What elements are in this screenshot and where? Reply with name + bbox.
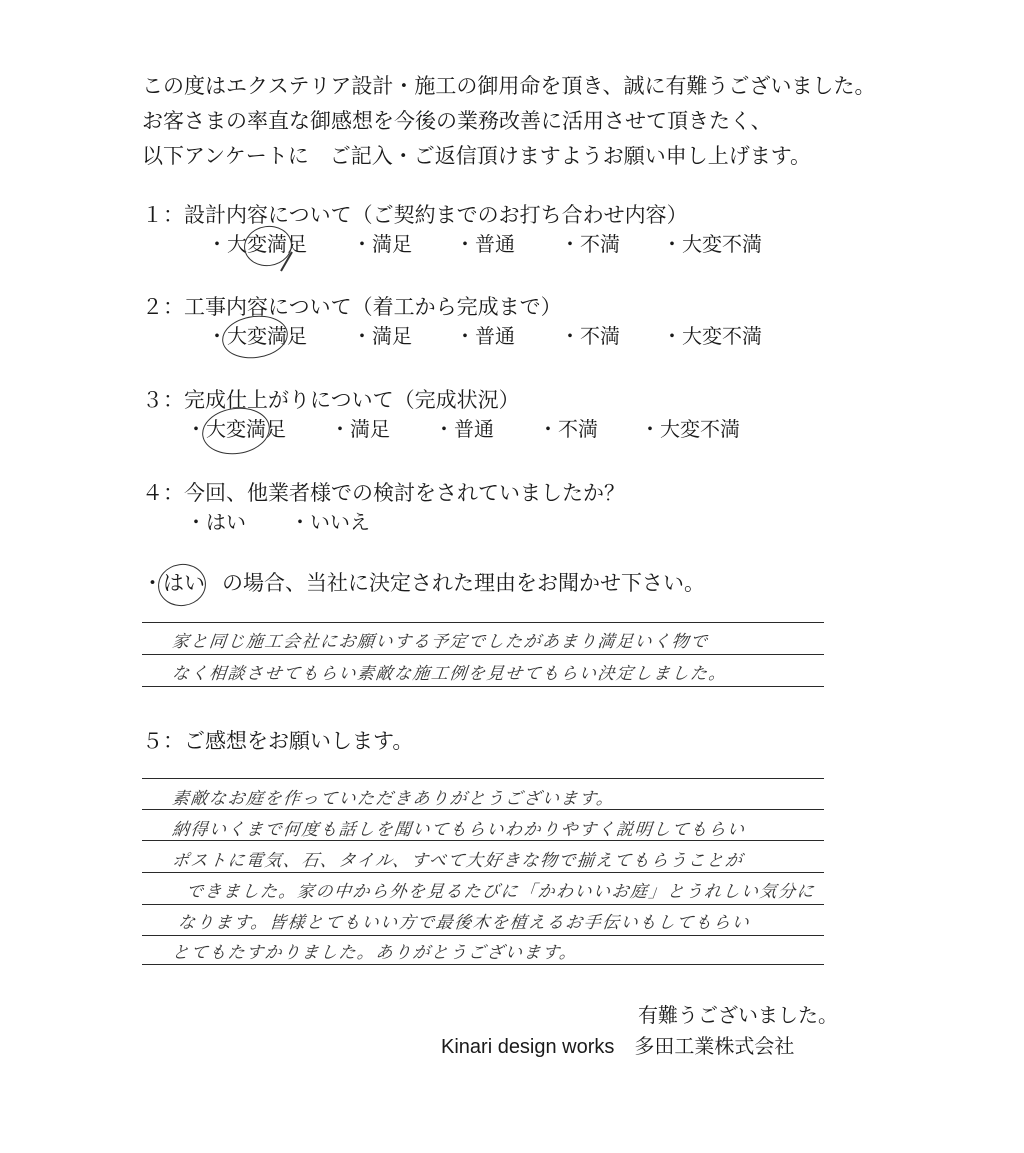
q1-option-dissatisfied[interactable]: ・不満 [560, 232, 620, 256]
q2-option-average[interactable]: ・普通 [455, 324, 515, 348]
q2-option-dissatisfied[interactable]: ・不満 [560, 324, 620, 348]
q5-answer-line-5: なります。皆様とてもいい方で最後木を植えるお手伝いもしてもらい [176, 913, 752, 933]
q5-answer-line-6: とてもたすかりました。ありがとうございます。 [170, 943, 579, 963]
question-5-title: ５：ご感想をお願いします。 [142, 729, 414, 753]
q4-option-yes[interactable]: ・はい [186, 510, 246, 534]
closing-thanks: 有難うございました。 [638, 1003, 838, 1027]
followup-yes-label: はい [163, 571, 205, 595]
followup-answer-line-1: 家と同じ施工会社にお願いする予定でしたがあまり満足いく物で [170, 632, 710, 652]
q1-option-very-dissatisfied[interactable]: ・大変不満 [662, 232, 762, 256]
q2-option-very-dissatisfied[interactable]: ・大変不満 [662, 324, 762, 348]
q4-option-no[interactable]: ・いいえ [290, 510, 370, 534]
q3-option-very-dissatisfied[interactable]: ・大変不満 [640, 417, 740, 441]
q1-option-very-satisfied[interactable]: ・大変満足 [207, 232, 307, 256]
q1-option-average[interactable]: ・普通 [455, 232, 515, 256]
q5-answer-line-2: 納得いくまで何度も話しを聞いてもらいわかりやすく説明してもらい [170, 820, 747, 840]
answer-rule-2 [142, 654, 824, 655]
q5-rule-6 [142, 935, 824, 936]
q5-answer-line-4: できました。家の中から外を見るたびに「かわいいお庭」とうれしい気分に [184, 882, 817, 902]
question-3-title: ３：完成仕上がりについて（完成状況） [142, 388, 520, 412]
q2-option-very-satisfied[interactable]: ・大変満足 [207, 324, 307, 348]
q3-option-very-satisfied[interactable]: ・大変満足 [186, 417, 286, 441]
answer-rule-1 [142, 622, 824, 623]
answer-rule-3 [142, 686, 824, 687]
question-1-title: １：設計内容について（ご契約までのお打ち合わせ内容） [142, 203, 688, 227]
followup-bullet: ・ [142, 571, 163, 595]
q5-answer-line-3: ポストに電気、石、タイル、すべて大好きな物で揃えてもらうことが [170, 851, 745, 871]
q1-option-satisfied[interactable]: ・満足 [352, 232, 412, 256]
q5-answer-line-1: 素敵なお庭を作っていただきありがとうございます。 [170, 789, 616, 809]
intro-line-2: お客さまの率直な御感想を今後の業務改善に活用させて頂きたく、 [142, 109, 772, 133]
q3-option-dissatisfied[interactable]: ・不満 [538, 417, 598, 441]
q2-option-satisfied[interactable]: ・満足 [352, 324, 412, 348]
q5-rule-5 [142, 904, 824, 905]
company-name: Kinari design works 多田工業株式会社 [441, 1036, 795, 1058]
followup-yes-circle [155, 561, 208, 609]
followup-question: の場合、当社に決定された理由をお聞かせ下さい。 [222, 571, 705, 595]
intro-line-3: 以下アンケートに ご記入・ご返信頂けますようお願い申し上げます。 [142, 144, 812, 168]
q3-option-average[interactable]: ・普通 [434, 417, 494, 441]
question-2-title: ２：工事内容について（着工から完成まで） [142, 295, 562, 319]
followup-answer-line-2: なく相談させてもらい素敵な施工例を見せてもらい決定しました。 [170, 664, 729, 684]
intro-line-1: この度はエクステリア設計・施工の御用命を頂き、誠に有難うございました。 [142, 74, 876, 98]
q5-rule-1 [142, 778, 824, 779]
question-4-title: ４：今回、他業者様での検討をされていましたか？ [142, 481, 625, 505]
q3-option-satisfied[interactable]: ・満足 [330, 417, 390, 441]
